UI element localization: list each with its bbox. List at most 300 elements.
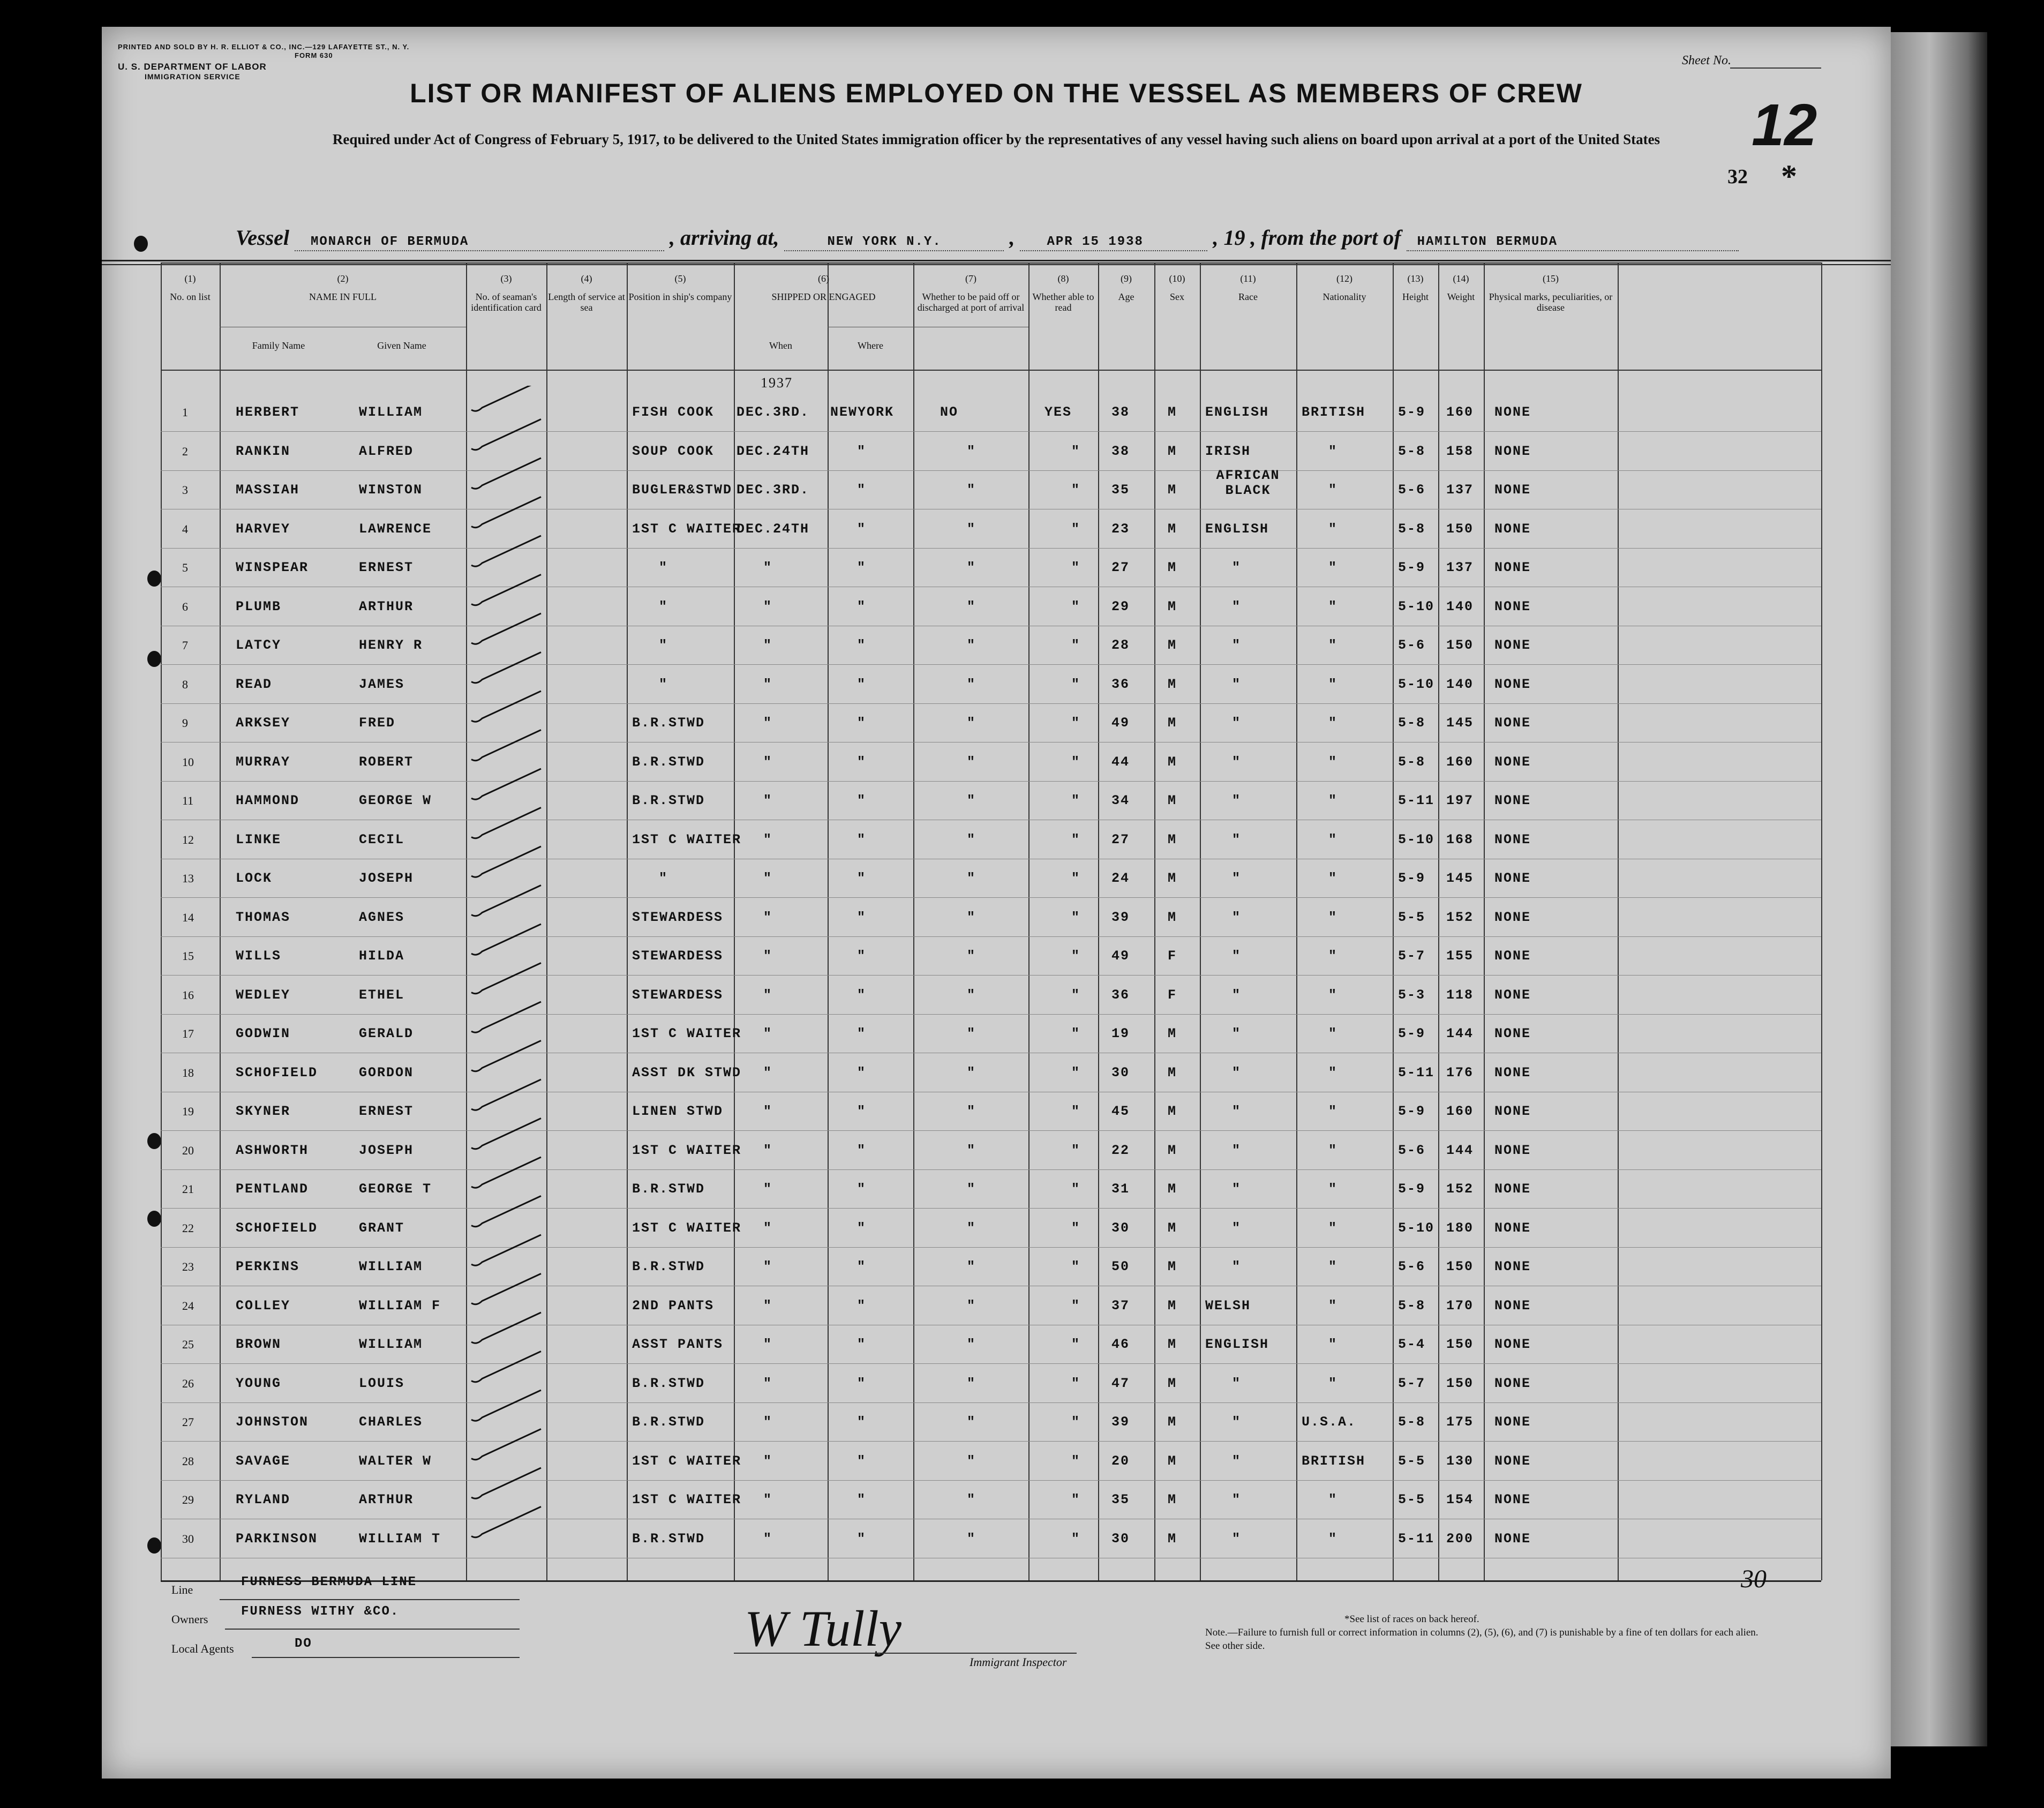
weight-cell: 144 [1446, 1142, 1474, 1158]
position-cell: STEWARDESS [632, 987, 724, 1003]
family-name-cell: GODWIN [236, 1026, 291, 1041]
physical-marks-cell: NONE [1494, 598, 1531, 614]
physical-marks-cell: NONE [1494, 1297, 1531, 1314]
sex-cell: M [1168, 443, 1177, 459]
owners-label: Owners [171, 1612, 208, 1626]
paid-off-cell: " [967, 1026, 976, 1041]
family-name-cell: SAVAGE [236, 1453, 291, 1469]
footer-note: *See list of races on back hereof. Note.—Failure to furnish full or correct information in columns (2), (5), (6), and (7) is punishable by a fine of ten dollars for each alien. See other side. [1205, 1614, 1759, 1652]
handwritten-corner-number: 30 [1741, 1565, 1767, 1593]
row-number-cell: 25 [182, 1338, 194, 1351]
age-cell: 49 [1111, 715, 1130, 731]
nationality-cell: " [1328, 831, 1338, 847]
paid-off-cell: " [967, 987, 976, 1003]
age-cell: 47 [1111, 1375, 1130, 1391]
race-cell: " [1232, 1375, 1242, 1391]
row-number-cell: 24 [182, 1299, 194, 1312]
physical-marks-cell: NONE [1494, 521, 1531, 537]
row-number-cell: 3 [182, 483, 188, 497]
able-to-read-cell: " [1071, 637, 1081, 653]
position-cell: B.R.STWD [632, 1531, 705, 1547]
race-cell: " [1232, 1104, 1242, 1119]
race-cell: " [1232, 637, 1242, 653]
row-number-cell: 17 [182, 1027, 194, 1040]
physical-marks-cell: NONE [1494, 754, 1531, 770]
check-mark [471, 536, 541, 566]
nationality-cell: U.S.A. [1302, 1414, 1357, 1430]
weight-cell: 150 [1446, 637, 1474, 653]
paid-off-cell: " [967, 1220, 976, 1236]
shipped-when-cell: " [763, 871, 773, 886]
vessel-name-field[interactable]: MONARCH OF BERMUDA [295, 225, 664, 251]
check-mark [471, 1079, 541, 1110]
check-mark [471, 808, 541, 838]
height-cell: 5-9 [1398, 1181, 1426, 1197]
position-cell: B.R.STWD [632, 715, 705, 731]
race-cell: " [1232, 987, 1242, 1003]
row-number-cell: 6 [182, 599, 188, 613]
race-cell: " [1232, 1181, 1242, 1197]
able-to-read-cell: " [1071, 1375, 1081, 1391]
shipped-where-cell: " [857, 482, 867, 498]
position-cell: " [659, 871, 668, 886]
height-cell: 5-11 [1398, 793, 1435, 808]
age-cell: 39 [1111, 909, 1130, 925]
nationality-cell: " [1328, 598, 1338, 614]
col-header-shipped: (6) SHIPPED OR ENGAGED [771, 273, 876, 302]
weight-cell: 175 [1446, 1414, 1474, 1430]
weight-cell: 150 [1446, 1375, 1474, 1391]
arriving-label: , arriving at, [670, 226, 779, 250]
height-cell: 5-7 [1398, 948, 1426, 964]
given-name-cell: GORDON [359, 1064, 414, 1081]
paid-off-cell: " [967, 1297, 976, 1314]
height-cell: 5-8 [1398, 715, 1426, 731]
race-cell: " [1232, 831, 1242, 847]
divider [102, 260, 1891, 261]
crew-table [161, 262, 1821, 1580]
race-cell: " [1232, 715, 1242, 731]
weight-cell: 160 [1446, 754, 1474, 770]
shipped-where-cell: " [857, 1259, 867, 1274]
nationality-cell: " [1328, 1064, 1338, 1081]
shipped-where-cell: " [857, 1531, 867, 1547]
shipped-where-cell: " [857, 1026, 867, 1041]
row-number-cell: 2 [182, 444, 188, 458]
shipped-where-cell: " [857, 1375, 867, 1391]
row-number-cell: 28 [182, 1454, 194, 1468]
row-number-cell: 11 [182, 794, 194, 807]
race-cell: ENGLISH [1205, 1337, 1269, 1352]
able-to-read-cell: " [1071, 1026, 1081, 1041]
family-name-cell: ARKSEY [236, 715, 291, 731]
sex-cell: M [1168, 1414, 1177, 1430]
family-name-cell: SCHOFIELD [236, 1220, 318, 1236]
position-cell: B.R.STWD [632, 1414, 705, 1430]
shipped-where-cell: " [857, 1142, 867, 1158]
given-name-cell: ARTHUR [359, 1492, 414, 1507]
physical-marks-cell: NONE [1494, 793, 1531, 808]
punch-hole [134, 236, 148, 252]
given-name-cell: GEORGE T [359, 1181, 432, 1197]
shipped-when-cell: " [763, 715, 773, 731]
height-cell: 5-9 [1398, 1026, 1426, 1041]
paid-off-cell: " [967, 754, 976, 770]
able-to-read-cell: " [1071, 715, 1081, 731]
nationality-cell: " [1328, 1220, 1338, 1236]
family-name-cell: PARKINSON [236, 1531, 318, 1547]
shipped-when-cell: " [763, 1181, 773, 1197]
able-to-read-cell: " [1071, 1297, 1081, 1314]
physical-marks-cell: NONE [1494, 1337, 1531, 1352]
given-name-cell: JOSEPH [359, 871, 414, 886]
page-title: LIST OR MANIFEST OF ALIENS EMPLOYED ON THE VESSEL AS MEMBERS OF CREW [410, 78, 1583, 108]
family-name-cell: RYLAND [236, 1492, 291, 1507]
height-cell: 5-5 [1398, 1453, 1426, 1469]
paid-off-cell: " [967, 1142, 976, 1158]
weight-cell: 137 [1446, 482, 1474, 498]
check-mark [471, 691, 541, 722]
height-cell: 5-9 [1398, 404, 1426, 420]
able-to-read-cell: " [1071, 482, 1081, 498]
position-cell: B.R.STWD [632, 1259, 705, 1274]
physical-marks-cell: NONE [1494, 482, 1531, 498]
family-name-cell: THOMAS [236, 909, 291, 925]
arriving-port-field[interactable]: NEW YORK N.Y. [784, 225, 1004, 251]
arrival-date-field[interactable]: APR 15 1938 [1020, 225, 1207, 251]
nationality-cell: " [1328, 443, 1338, 459]
shipped-where-cell: " [857, 948, 867, 964]
height-cell: 5-6 [1398, 637, 1426, 653]
age-cell: 37 [1111, 1297, 1130, 1314]
shipped-when-cell: " [763, 637, 773, 653]
weight-cell: 152 [1446, 909, 1474, 925]
height-cell: 5-8 [1398, 1414, 1426, 1430]
race-cell: " [1232, 948, 1242, 964]
physical-marks-cell: NONE [1494, 676, 1531, 692]
position-cell: " [659, 560, 668, 575]
physical-marks-cell: NONE [1494, 1375, 1531, 1391]
sex-cell: M [1168, 1104, 1177, 1119]
printer-imprint: PRINTED AND SOLD BY H. R. ELLIOT & CO., INC.—129 LAFAYETTE ST., N. Y. FORM 630 [118, 43, 410, 59]
family-name-cell: LOCK [236, 871, 273, 886]
shipped-where-cell: " [857, 754, 867, 770]
given-name-cell: WILLIAM T [359, 1531, 441, 1547]
nationality-cell: " [1328, 1259, 1338, 1274]
weight-cell: 155 [1446, 948, 1474, 964]
race-cell: " [1232, 598, 1242, 614]
age-cell: 36 [1111, 676, 1130, 692]
shipped-when-cell: " [763, 831, 773, 847]
given-name-cell: ETHEL [359, 987, 405, 1003]
col-header-family-name: Family Name [252, 340, 305, 351]
physical-marks-cell: NONE [1494, 1453, 1531, 1469]
height-cell: 5-8 [1398, 754, 1426, 770]
col-header-weight: (14) Weight [1447, 273, 1475, 302]
height-cell: 5-5 [1398, 909, 1426, 925]
family-name-cell: MASSIAH [236, 482, 300, 498]
nationality-cell: " [1328, 1026, 1338, 1041]
row-number-cell: 30 [182, 1532, 194, 1546]
row-number-cell: 14 [182, 910, 194, 924]
position-cell: 2ND PANTS [632, 1297, 715, 1314]
height-cell: 5-8 [1398, 1297, 1426, 1314]
age-cell: 35 [1111, 482, 1130, 498]
shipped-where-cell: " [857, 598, 867, 614]
weight-cell: 130 [1446, 1453, 1474, 1469]
height-cell: 5-10 [1398, 598, 1435, 614]
weight-cell: 152 [1446, 1181, 1474, 1197]
sex-cell: M [1168, 1531, 1177, 1547]
given-name-cell: HILDA [359, 948, 405, 964]
row-number-cell: 10 [182, 755, 194, 769]
race-cell: " [1232, 1026, 1242, 1041]
check-mark [471, 1468, 541, 1498]
weight-cell: 145 [1446, 715, 1474, 731]
weight-cell: 197 [1446, 793, 1474, 808]
height-cell: 5-10 [1398, 676, 1435, 692]
col-header-sex: (10) Sex [1169, 273, 1185, 302]
check-mark [471, 1235, 541, 1265]
physical-marks-cell: NONE [1494, 1104, 1531, 1119]
shipped-where-cell: NEWYORK [830, 404, 895, 420]
col-header-paid-off: (7) Whether to be paid off or discharged at port of arrival [917, 273, 1025, 313]
physical-marks-cell: NONE [1494, 909, 1531, 925]
shipped-when-cell: " [763, 1142, 773, 1158]
nationality-cell: " [1328, 1297, 1338, 1314]
shipped-where-cell: " [857, 831, 867, 847]
check-mark [471, 1119, 541, 1149]
race-cell: " [1232, 1414, 1242, 1430]
weight-cell: 150 [1446, 1337, 1474, 1352]
position-cell: LINEN STWD [632, 1104, 724, 1119]
row-number-cell: 4 [182, 522, 188, 536]
age-cell: 38 [1111, 443, 1130, 459]
shipped-where-cell: " [857, 987, 867, 1003]
race-cell: " [1232, 676, 1242, 692]
race-cell: " [1232, 1142, 1242, 1158]
star-mark: * [1781, 159, 1797, 194]
position-cell: 1ST C WAITER [632, 1492, 742, 1507]
shipped-when-cell: " [763, 909, 773, 925]
check-mark [471, 1390, 541, 1421]
height-cell: 5-8 [1398, 443, 1426, 459]
height-cell: 5-9 [1398, 560, 1426, 575]
row-number-cell: 21 [182, 1182, 194, 1196]
owners-value: FURNESS WITHY &CO. [241, 1604, 400, 1619]
weight-cell: 145 [1446, 871, 1474, 886]
row-number-cell: 27 [182, 1415, 194, 1429]
position-cell: " [659, 637, 668, 653]
sex-cell: M [1168, 676, 1177, 692]
given-name-cell: ERNEST [359, 560, 414, 575]
sex-cell: M [1168, 1064, 1177, 1081]
nationality-cell: " [1328, 987, 1338, 1003]
nationality-cell: " [1328, 1142, 1338, 1158]
age-cell: 29 [1111, 598, 1130, 614]
able-to-read-cell: " [1071, 1064, 1081, 1081]
physical-marks-cell: NONE [1494, 1220, 1531, 1236]
race-cell: " [1232, 1064, 1242, 1081]
weight-cell: 158 [1446, 443, 1474, 459]
handwritten-sheet-number: 12 [1752, 92, 1817, 158]
given-name-cell: AGNES [359, 909, 405, 925]
col-header-number: (1) No. on list [170, 273, 211, 302]
paid-off-cell: " [967, 871, 976, 886]
punch-hole [147, 571, 161, 587]
shipped-where-cell: " [857, 1064, 867, 1081]
able-to-read-cell: " [1071, 1531, 1081, 1547]
col-header-given-name: Given Name [377, 340, 426, 351]
position-cell: 1ST C WAITER [632, 1453, 742, 1469]
sex-cell: M [1168, 1142, 1177, 1158]
row-number-cell: 23 [182, 1260, 194, 1273]
position-cell: 1ST C WAITER [632, 521, 742, 537]
shipped-where-cell: " [857, 637, 867, 653]
sex-cell: M [1168, 871, 1177, 886]
check-mark [471, 1352, 541, 1382]
weight-cell: 140 [1446, 598, 1474, 614]
age-cell: 44 [1111, 754, 1130, 770]
paid-off-cell: " [967, 1337, 976, 1352]
weight-cell: 176 [1446, 1064, 1474, 1081]
shipped-when-cell: DEC.24TH [737, 443, 810, 459]
shipped-where-cell: " [857, 1104, 867, 1119]
paid-off-cell: " [967, 715, 976, 731]
able-to-read-cell: " [1071, 443, 1081, 459]
check-mark [471, 1429, 541, 1460]
shipped-when-cell: DEC.3RD. [737, 482, 810, 498]
given-name-cell: LOUIS [359, 1375, 405, 1391]
nationality-cell: BRITISH [1302, 1453, 1366, 1469]
nationality-cell: BRITISH [1302, 404, 1366, 420]
sex-cell: M [1168, 1337, 1177, 1352]
family-name-cell: WINSPEAR [236, 560, 309, 575]
able-to-read-cell: " [1071, 598, 1081, 614]
position-cell: B.R.STWD [632, 1375, 705, 1391]
paid-off-cell: " [967, 1453, 976, 1469]
given-name-cell: WILLIAM [359, 404, 423, 420]
position-cell: BUGLER&STWD [632, 482, 733, 498]
shipped-where-cell: " [857, 1492, 867, 1507]
race-cell: AFRICAN BLACK [1216, 468, 1280, 498]
shipped-when-cell: " [763, 1492, 773, 1507]
shipped-where-cell: " [857, 1337, 867, 1352]
given-name-cell: WILLIAM [359, 1259, 423, 1274]
weight-cell: 170 [1446, 1297, 1474, 1314]
physical-marks-cell: NONE [1494, 560, 1531, 575]
shipped-when-cell: " [763, 1531, 773, 1547]
weight-cell: 144 [1446, 1026, 1474, 1041]
check-mark [471, 613, 541, 644]
position-cell: B.R.STWD [632, 754, 705, 770]
paid-off-cell: " [967, 560, 976, 575]
able-to-read-cell: " [1071, 1414, 1081, 1430]
height-cell: 5-11 [1398, 1531, 1435, 1547]
able-to-read-cell: " [1071, 1453, 1081, 1469]
physical-marks-cell: NONE [1494, 871, 1531, 886]
check-mark [471, 963, 541, 994]
paid-off-cell: " [967, 637, 976, 653]
nationality-cell: " [1328, 521, 1338, 537]
weight-cell: 160 [1446, 404, 1474, 420]
nationality-cell: " [1328, 1531, 1338, 1547]
paid-off-cell: " [967, 598, 976, 614]
paid-off-cell: " [967, 948, 976, 964]
race-cell: " [1232, 560, 1242, 575]
col-header-position: (5) Position in ship's company [628, 273, 732, 302]
check-mark [471, 1312, 541, 1343]
physical-marks-cell: NONE [1494, 1064, 1531, 1081]
sex-cell: M [1168, 482, 1177, 498]
shipped-when-cell: " [763, 1297, 773, 1314]
family-name-cell: YOUNG [236, 1375, 282, 1391]
family-name-cell: JOHNSTON [236, 1414, 309, 1430]
shipped-where-cell: " [857, 560, 867, 575]
shipped-when-cell: " [763, 560, 773, 575]
given-name-cell: WILLIAM F [359, 1297, 441, 1314]
from-port-field[interactable]: HAMILTON BERMUDA [1407, 225, 1739, 251]
sheet-no-field[interactable] [1730, 67, 1821, 69]
shipped-where-cell: " [857, 715, 867, 731]
physical-marks-cell: NONE [1494, 831, 1531, 847]
family-name-cell: COLLEY [236, 1297, 291, 1314]
position-cell: 1ST C WAITER [632, 1026, 742, 1041]
check-mark [471, 886, 541, 916]
paid-off-cell: " [967, 1375, 976, 1391]
age-cell: 50 [1111, 1259, 1130, 1274]
shipped-when-cell: " [763, 793, 773, 808]
given-name-cell: CECIL [359, 831, 405, 847]
shipped-where-cell: " [857, 1453, 867, 1469]
family-name-cell: WILLS [236, 948, 282, 964]
nationality-cell: " [1328, 1492, 1338, 1507]
row-number-cell: 12 [182, 832, 194, 846]
height-cell: 5-6 [1398, 1142, 1426, 1158]
sex-cell: M [1168, 560, 1177, 575]
paid-off-cell: " [967, 521, 976, 537]
punch-hole [147, 1537, 161, 1554]
family-name-cell: WEDLEY [236, 987, 291, 1003]
nationality-cell: " [1328, 793, 1338, 808]
position-cell: STEWARDESS [632, 909, 724, 925]
sex-cell: M [1168, 404, 1177, 420]
race-cell: " [1232, 1259, 1242, 1274]
age-cell: 39 [1111, 1414, 1130, 1430]
race-cell: " [1232, 793, 1242, 808]
physical-marks-cell: NONE [1494, 404, 1531, 420]
check-mark [471, 1041, 541, 1071]
height-cell: 5-6 [1398, 1259, 1426, 1274]
nationality-cell: " [1328, 871, 1338, 886]
col-header-race: (11) Race [1238, 273, 1258, 302]
shipped-when-cell: " [763, 1220, 773, 1236]
height-cell: 5-6 [1398, 482, 1426, 498]
physical-marks-cell: NONE [1494, 1181, 1531, 1197]
local-agents-label: Local Agents [171, 1642, 234, 1655]
position-cell: 1ST C WAITER [632, 1142, 742, 1158]
row-number-cell: 1 [182, 406, 188, 419]
punch-hole [147, 1211, 161, 1227]
paid-off-cell: " [967, 909, 976, 925]
sex-cell: M [1168, 1492, 1177, 1507]
able-to-read-cell: " [1071, 1181, 1081, 1197]
able-to-read-cell: " [1071, 909, 1081, 925]
height-cell: 5-3 [1398, 987, 1426, 1003]
able-to-read-cell: " [1071, 793, 1081, 808]
col-header-id-card: (3) No. of seaman's identification card [471, 273, 542, 313]
paid-off-cell: " [967, 676, 976, 692]
